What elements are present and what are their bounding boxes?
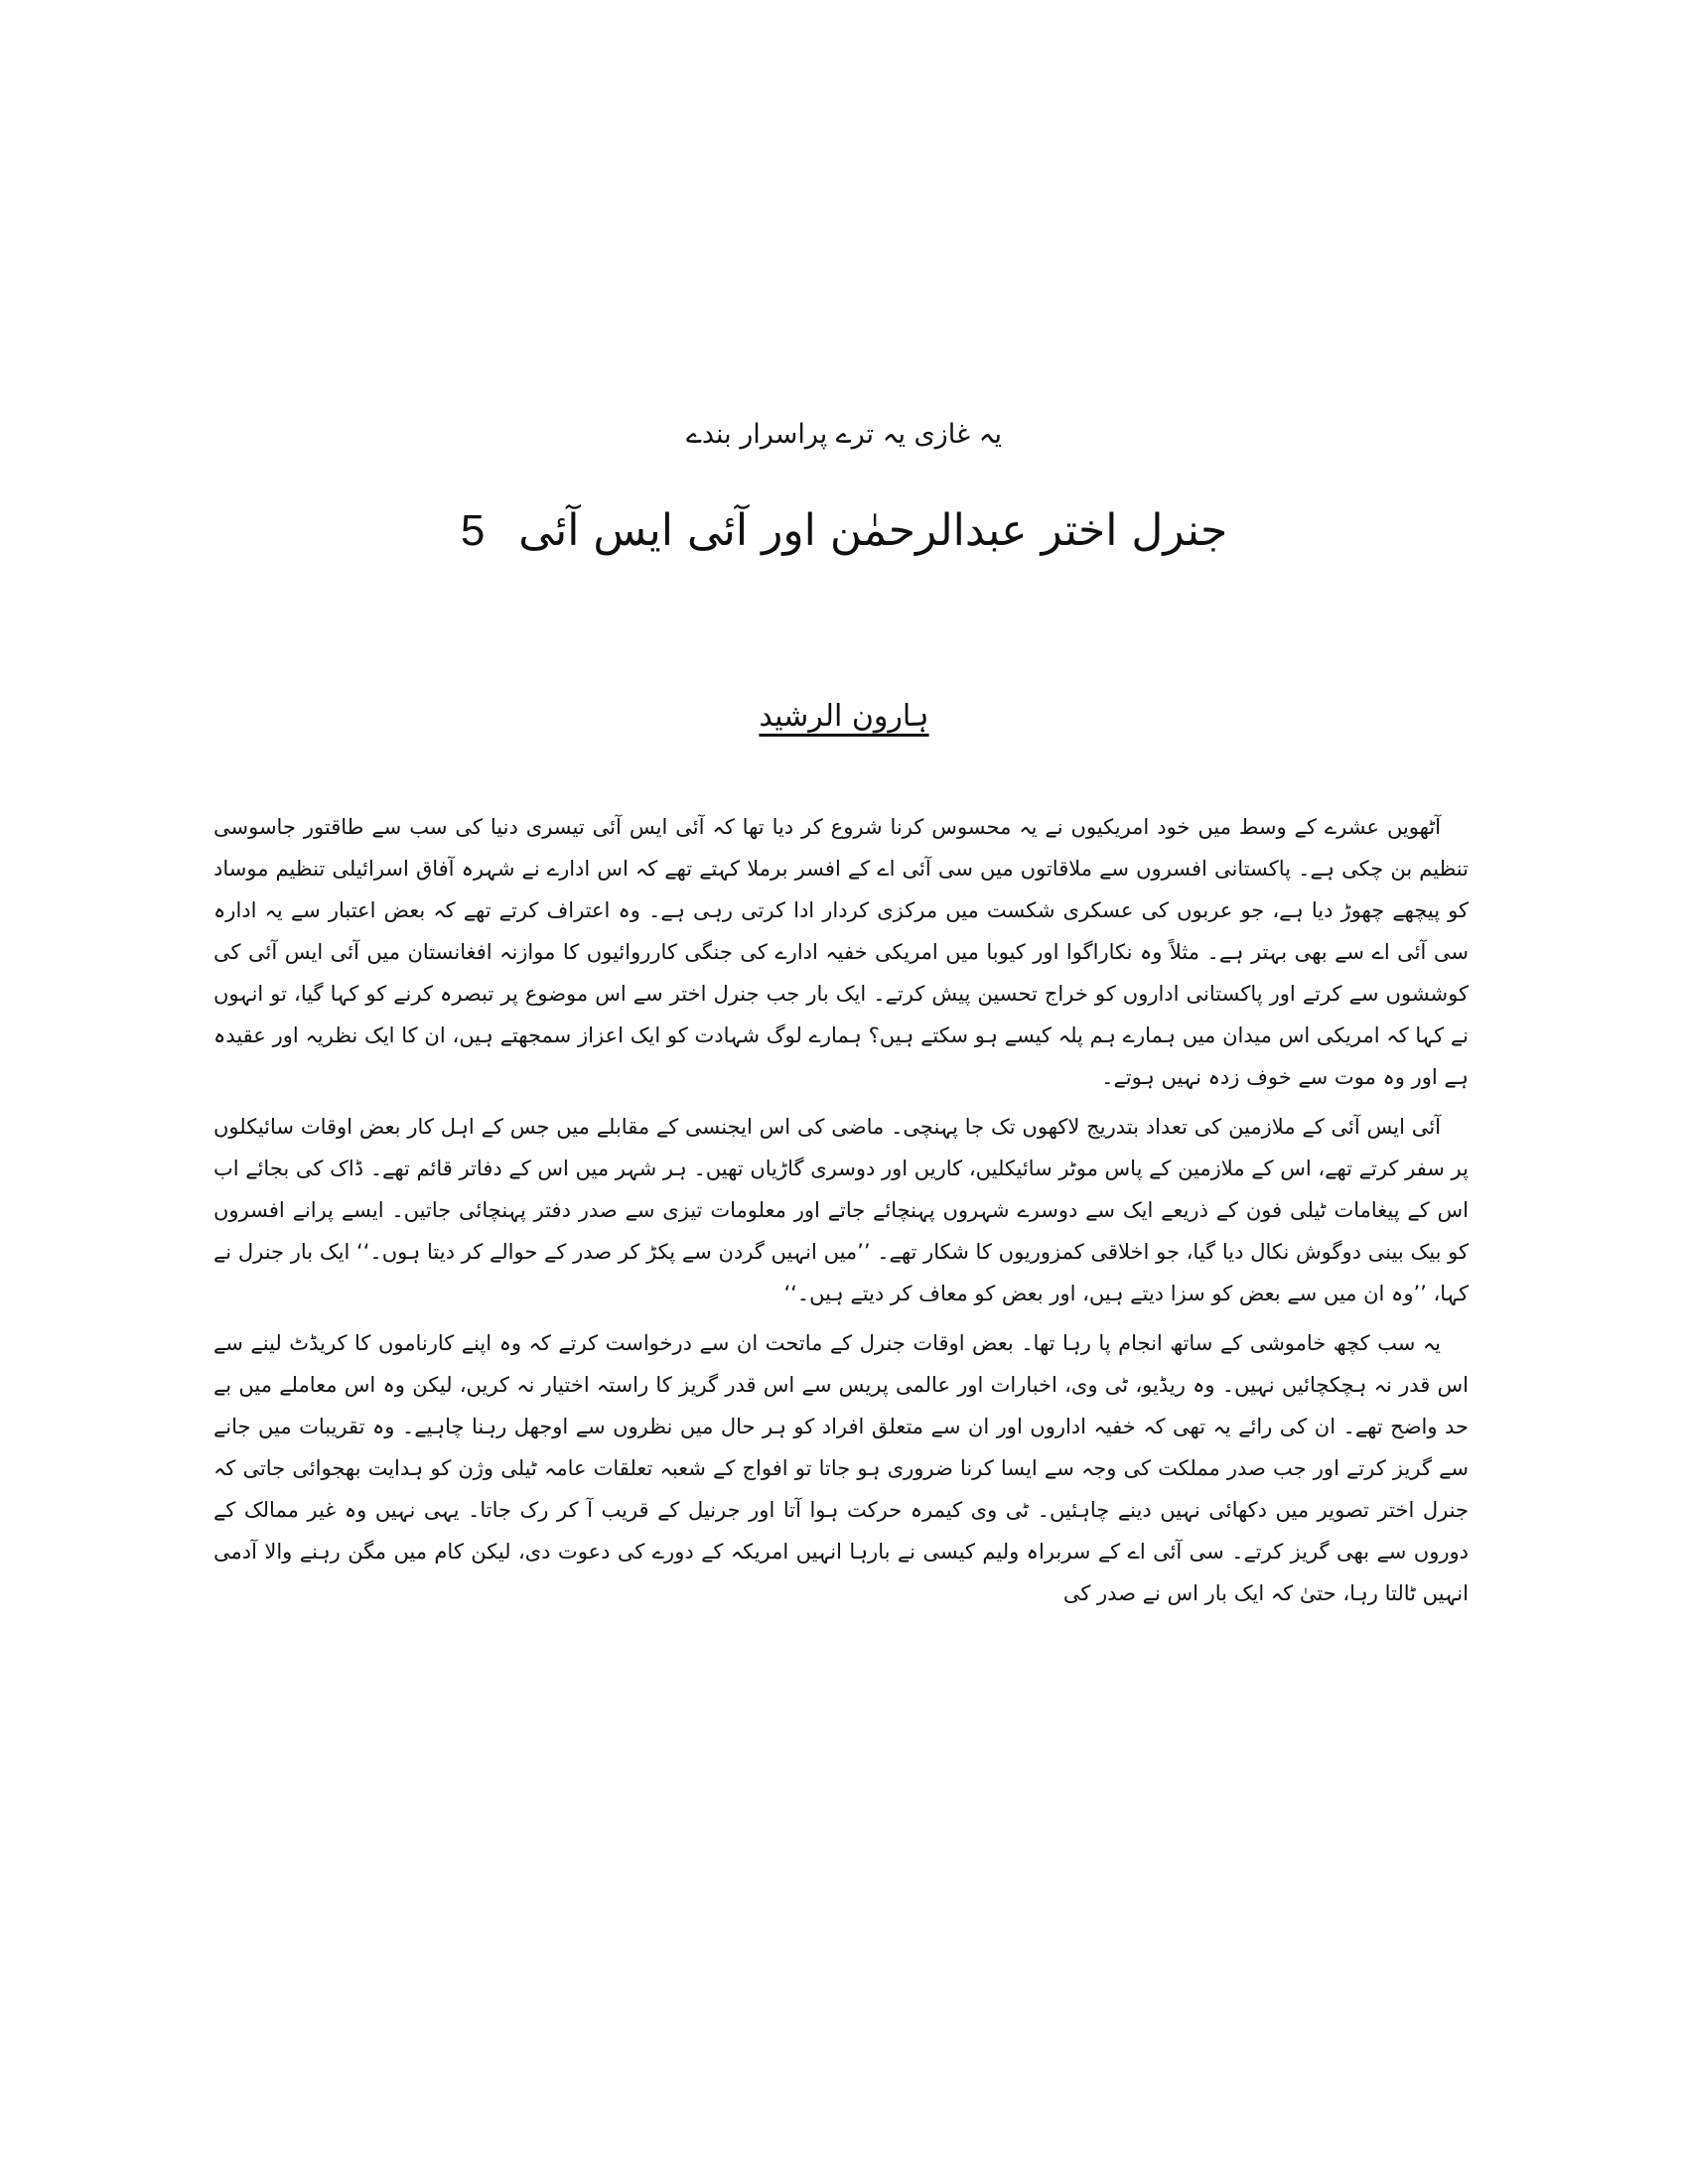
chapter-number: 5 <box>460 506 486 555</box>
author-name-text: ہارون الرشید <box>759 699 929 734</box>
paragraph-3: یہ سب کچھ خاموشی کے ساتھ انجام پا رہا تھا۔ بعض اوقات جنرل کے ماتحت ان سے درخواست کرتے کہ وہ اپنے کارناموں کا کریڈٹ لینے سے اس قدر نہ ہچکچائیں نہیں۔ وہ ریڈیو، ٹی وی، اخبارات اور عالمی پریس سے اس قدر گریز کا راستہ اختیار نہ کریں، لیکن وہ اس معاملے میں بے حد واضح تھے۔ ان کی رائے یہ تھی کہ خفیہ اداروں اور ان سے متعلق افراد کو ہر حال میں نظروں سے اوجھل رہنا چاہیے۔ وہ تقریبات میں جانے سے گریز کرتے اور جب صدر مملکت کی وجہ سے ایسا کرنا ضروری ہو جاتا تو افواج کے شعبہ تعلقات عامہ ٹیلی وژن کو ہدایت بھجوائی جاتی کہ جنرل اختر تصویر میں دکھائی نہیں دینے چاہئیں۔ ٹی وی کیمرہ حرکت ہوا آتا اور جرنیل کے قریب آ کر رک جاتا۔ یہی نہیں وہ غیر ممالک کے دوروں سے بھی گریز کرتے۔ سی آئی اے کے سربراہ ولیم کیسی نے بارہا انہیں امریکہ کے دورے کی دعوت دی، لیکن کام میں مگن رہنے والا آدمی انہیں ٹالتا رہا، حتیٰ کہ ایک بار اس نے صدر کی <box>213 1331 1469 1605</box>
subtitle-verse: یہ غازی یہ ترے پراسرار بندے <box>686 419 1002 450</box>
author-name <box>0 693 1688 741</box>
paragraph-2: آئی ایس آئی کے ملازمین کی تعداد بتدریج لاکھوں تک جا پہنچی۔ ماضی کی اس ایجنسی کے مقابلے میں جس کے اہل کار بعض اوقات سائیکلوں پر سفر کرتے تھے، اس کے ملازمین کے پاس موٹر سائیکلیں، کاریں اور دوسری گاڑیاں تھیں۔ ہر شہر میں اس کے دفاتر قائم تھے۔ ڈاک کی بجائے اب اس کے پیغامات ٹیلی فون کے ذریعے ایک سے دوسرے شہروں پہنچائے جاتے اور معلومات تیزی سے صدر دفتر پہنچائی جاتیں۔ ایسے پرانے افسروں کو بیک بینی دوگوش نکال دیا گیا، جو اخلاقی کمزوریوں کا شکار تھے۔ ’’میں انہیں گردن سے پکڑ کر صدر کے حوالے کر دیتا ہوں۔‘‘ ایک بار جنرل نے کہا، ’’وہ ان میں سے بعض کو سزا دیتے ہیں، اور بعض کو معاف کر دیتے ہیں۔‘‘ <box>213 1115 1469 1305</box>
paragraph-1: آٹھویں عشرے کے وسط میں خود امریکیوں نے یہ محسوس کرنا شروع کر دیا تھا کہ آئی ایس آئی تیسری دنیا کی سب سے طاقتور جاسوسی تنظیم بن چکی ہے۔ پاکستانی افسروں سے ملاقاتوں میں سی آئی اے کے افسر برملا کہتے تھے کہ اس ادارے نے شہرہ آفاق اسرائیلی تنظیم موساد کو پیچھے چھوڑ دیا ہے، جو عربوں کی عسکری شکست میں مرکزی کردار ادا کرتی رہی ہے۔ وہ اعتراف کرتے تھے کہ بعض اعتبار سے یہ ادارہ سی آئی اے سے بھی بہتر ہے۔ مثلاً وہ نکاراگوا اور کیوبا میں امریکی خفیہ ادارے کی جنگی کارروائیوں کا موازنہ افغانستان میں آئی ایس آئی کی کوششوں سے کرتے اور پاکستانی اداروں کو خراج تحسین پیش کرتے۔ ایک بار جب جنرل اختر سے اس موضوع پر تبصرہ کرنے کو کہا گیا، تو انہوں نے کہا کہ امریکی اس میدان میں ہمارے ہم پلہ کیسے ہو سکتے ہیں؟ ہمارے لوگ شہادت کو ایک اعزاز سمجھتے ہیں، ان کا ایک نظریہ اور عقیدہ ہے اور وہ موت سے خوف زدہ نہیں ہوتے۔ <box>213 815 1469 1089</box>
title-text: جنرل اختر عبدالرحمٰن اور آئی ایس آئی <box>518 505 1228 556</box>
article-body <box>213 806 1469 1622</box>
page-title <box>0 496 1688 566</box>
